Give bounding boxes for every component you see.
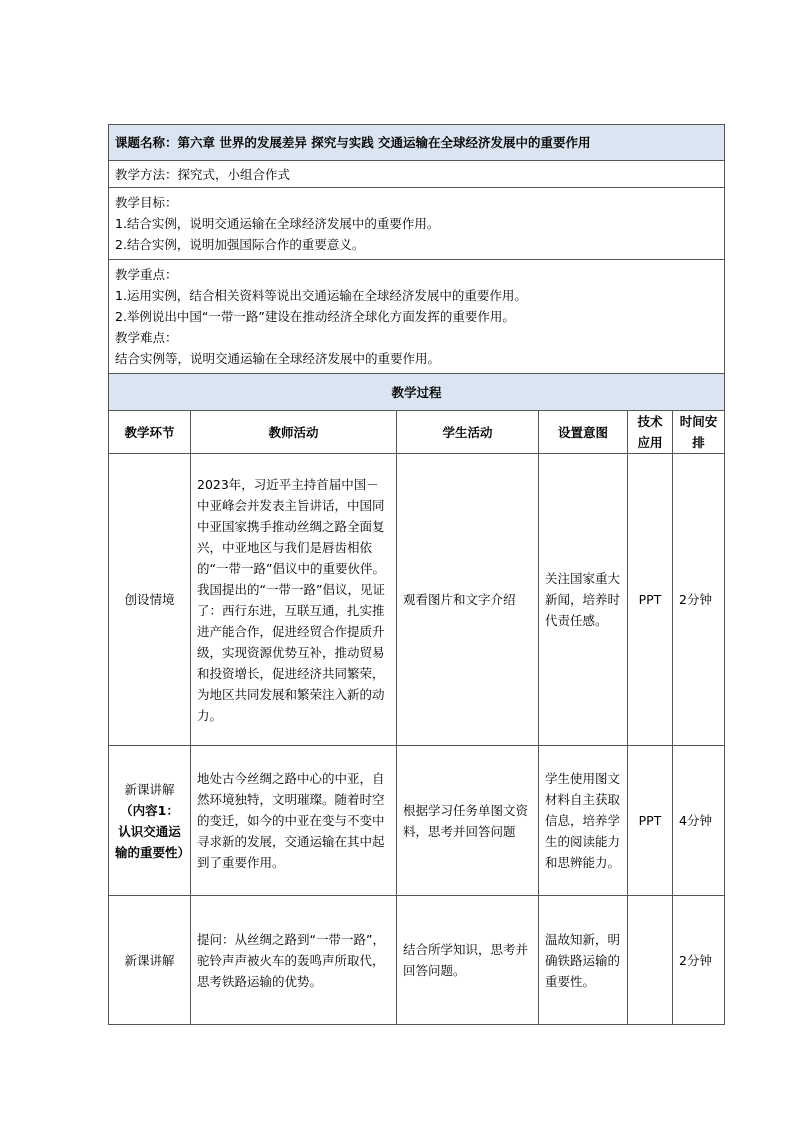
stage-cell: [109, 896, 191, 1025]
process-heading: 教学过程: [109, 374, 725, 411]
student-activity: 观看图片和文字介绍: [397, 454, 539, 746]
stage-label: 新课讲解: [124, 781, 175, 797]
table-row: [109, 896, 725, 1025]
lesson-title: 课题名称：第六章 世界的发展差异 探究与实践 交通运输在全球经济发展中的重要作用: [109, 125, 725, 161]
key-and-difficult-points: [109, 260, 725, 374]
lesson-plan-table: [108, 124, 725, 1025]
stage-label: 创设情境: [124, 592, 175, 607]
design-intent: 温故知新，明确铁路运输的重要性。: [539, 896, 628, 1025]
column-header: 教师活动: [191, 411, 397, 454]
difficulty-heading: 教学难点：: [115, 330, 178, 345]
table-row: [109, 454, 725, 746]
key-point-item: 2.举例说出中国“一带一路”建设在推动经济全球化方面发挥的重要作用。: [115, 309, 515, 324]
time-allocation: 2分钟: [673, 454, 725, 746]
objective-item: 1.结合实例，说明交通运输在全球经济发展中的重要作用。: [115, 216, 440, 231]
teacher-activity: 2023年，习近平主持首届中国－中亚峰会并发表主旨讲话，中国同中亚国家携手推动丝绸之路全面复兴，中亚地区与我们是唇齿相依的“一带一路”倡议中的重要伙伴。我国提出的“一带一路”倡议，见证了：西行东进，互联互通，扎实推进产能合作，促进经贸合作提质升级，实现资源优势互补，推动贸易和投资增长，促进经济共同繁荣，为地区共同发展和繁荣注入新的动力。: [191, 454, 397, 746]
key-points-heading: 教学重点：: [115, 267, 178, 282]
stage-cell: [109, 454, 191, 746]
design-intent: 学生使用图文材料自主获取信息，培养学生的阅读能力和思辨能力。: [539, 746, 628, 896]
column-header: 教学环节: [109, 411, 191, 454]
column-header-row: [109, 411, 725, 454]
difficulty-text: 结合实例等，说明交通运输在全球经济发展中的重要作用。: [115, 351, 441, 366]
key-point-item: 1.运用实例，结合相关资料等说出交通运输在全球经济发展中的重要作用。: [115, 288, 527, 303]
column-header: 设置意图: [539, 411, 628, 454]
design-intent: 关注国家重大新闻，培养时代责任感。: [539, 454, 628, 746]
stage-label: 新课讲解: [124, 952, 175, 968]
stage-subtitle: （内容1：认识交通运输的重要性）: [115, 802, 191, 860]
column-header: 技术应用: [628, 411, 673, 454]
teaching-objectives: [109, 188, 725, 260]
student-activity: 结合所学知识，思考并回答问题。: [397, 896, 539, 1025]
time-allocation: 2分钟: [673, 896, 725, 1025]
objective-item: 2.结合实例，说明加强国际合作的重要意义。: [115, 237, 365, 252]
teacher-activity: 提问：从丝绸之路到“一带一路”，驼铃声声被火车的轰鸣声所取代，思考铁路运输的优势。: [191, 896, 397, 1025]
tech-application: [628, 896, 673, 1025]
teaching-method: 教学方法：探究式，小组合作式: [109, 161, 725, 188]
time-allocation: 4分钟: [673, 746, 725, 896]
column-header: 时间安排: [673, 411, 725, 454]
student-activity: 根据学习任务单图文资料，思考并回答问题: [397, 746, 539, 896]
teacher-activity: 地处古今丝绸之路中心的中亚，自然环境独特，文明璀璨。随着时空的变迁，如今的中亚在变与不变中寻求新的发展，交通运输在其中起到了重要作用。: [191, 746, 397, 896]
stage-cell: [109, 746, 191, 896]
objectives-heading: 教学目标：: [115, 195, 178, 210]
column-header: 学生活动: [397, 411, 539, 454]
table-row: [109, 746, 725, 896]
tech-application: PPT: [628, 454, 673, 746]
tech-application: PPT: [628, 746, 673, 896]
